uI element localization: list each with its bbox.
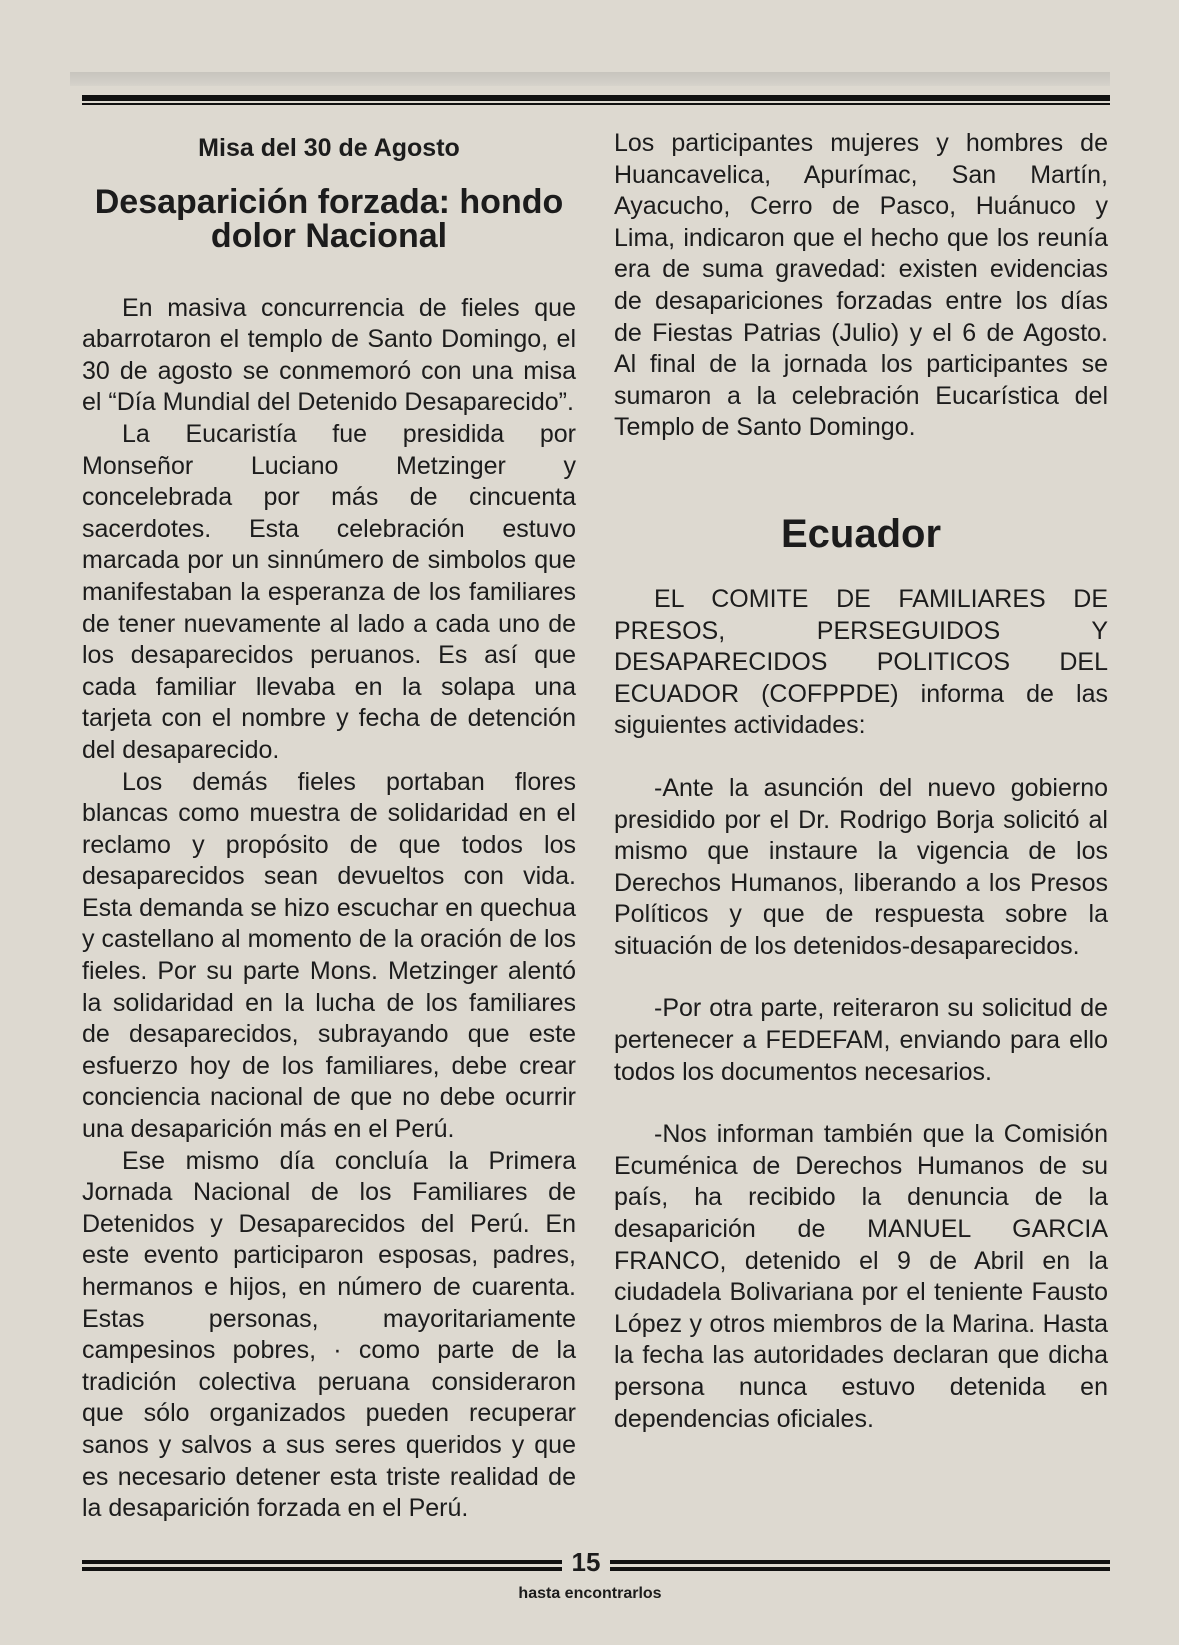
article-paragraph: En masiva concurrencia de fieles que abarrotaron el templo de Santo Domingo, el 30 de agosto se conmemoró con una misa el “Día Mundial del Detenido Desaparecido”.	[82, 293, 576, 417]
ecuador-item: -Ante la asunción del nuevo gobierno presidido por el Dr. Rodrigo Borja solicitó al mismo que instaure la vigencia de los Derechos Humanos, liberando a los Presos Políticos y que de respuesta sobre la situación de los detenidos-desaparecidos.	[614, 773, 1108, 960]
ecuador-item: -Nos informan también que la Comisión Ecuménica de Derechos Humanos de su país, ha recibido la denuncia de la desaparición de MANUEL GARCIA FRANCO, detenido el 9 de Abril en la ciudadela Bolivariana por el teniente Fausto López y otros miembros de la Marina. Hasta la fecha las autoridades declaran que dicha persona nunca estuvo detenida en dependencias oficiales.	[614, 1120, 1108, 1433]
header-rule-thin	[82, 103, 1110, 105]
article-paragraph-continued: Los participantes mujeres y hombres de Huancavelica, Apurímac, San Martín, Ayacucho, Cerro de Pasco, Huánuco y Lima, indicaron que el hecho que los reunía era de suma gravedad: existen evidencias de desapariciones forzadas entre los días de Fiestas Patrias (Julio) y el 6 de Agosto. Al final de la jornada los participantes se sumaron a la celebración Eucarística del Templo de Santo Domingo.	[614, 129, 1108, 442]
footer-rule	[610, 1567, 1110, 1571]
ecuador-item: -Por otra parte, reiteraron su solicitud de pertenecer a FEDEFAM, enviando para ello todos los documentos necesarios.	[614, 994, 1108, 1086]
page-number: 15	[571, 1547, 601, 1577]
article-headline: Desaparición forzada: hondo dolor Nacional	[94, 182, 564, 255]
paragraph-gap	[614, 742, 1108, 773]
right-column	[614, 128, 1108, 1435]
ecuador-intro: EL COMITE DE FAMILIARES DE PRESOS, PERSEGUIDOS Y DESAPARECIDOS POLITICOS DEL ECUADOR (COFPPDE) informa de las siguientes actividades:	[614, 584, 1108, 740]
article-paragraph: Ese mismo día concluía la Primera Jornada Nacional de los Familiares de Detenidos y Desaparecidos del Perú. En este evento participaron esposas, padres, hermanos e hijos, en número de cuarenta. Estas personas, mayoritariamente campesinos pobres, · como parte de la tradición colectiva peruana consideraron que sólo organizados pueden recuperar sanos y salvos a sus seres queridos y que es necesario detener esta triste realidad de la desaparición forzada en el Perú.	[82, 1146, 576, 1523]
header-shadow	[70, 72, 1110, 86]
article-paragraph: La Eucaristía fue presidida por Monseñor Luciano Metzinger y concelebrada por más de cincuenta sacerdotes. Esta celebración estuvo marcada por un sinnúmero de simbolos que manifestaban la esperanza de los familiares de tener nuevamente al lado a cada uno de los desaparecidos peruanos. Es así que cada familiar llevaba en la solapa una tarjeta con el nombre y fecha de detención del desaparecido.	[82, 419, 576, 764]
footer-rule	[82, 1560, 562, 1564]
header-rule-thick	[82, 95, 1110, 101]
article-paragraph: Los demás fieles portaban flores blancas como muestra de solidaridad en el reclamo y propósito de que todos los desaparecidos sean devueltos con vida. Esta demanda se hizo escuchar en quechua y castellano al momento de la oración de los fieles. Por su parte Mons. Metzinger alentó la solidaridad en la lucha de los familiares de desaparecidos, subrayando que este esfuerzo hoy de los familiares, debe crear conciencia nacional de que no debe ocurrir una desaparición más en el Perú.	[82, 767, 576, 1144]
footer-caption: hasta encontrarlos	[518, 1585, 662, 1602]
left-column	[82, 128, 576, 1525]
footer-rule	[610, 1560, 1110, 1564]
section-title-ecuador: Ecuador	[780, 511, 942, 556]
article-kicker: Misa del 30 de Agosto	[198, 134, 460, 162]
paragraph-gap	[614, 1088, 1108, 1119]
footer-rule	[82, 1567, 562, 1571]
paragraph-gap	[614, 962, 1108, 993]
